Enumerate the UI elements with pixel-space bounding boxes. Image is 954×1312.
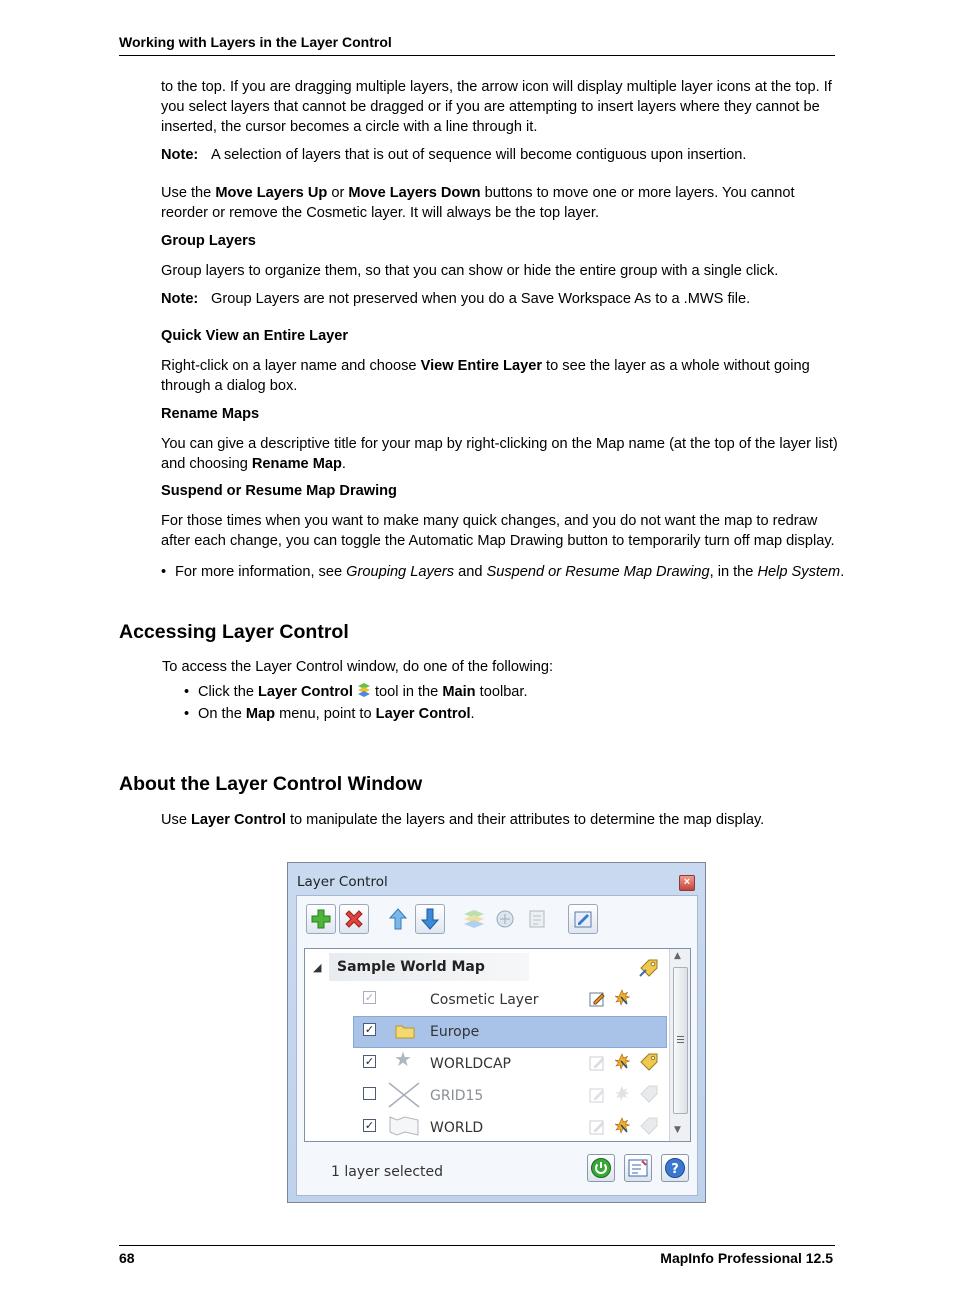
editable-pencil-icon[interactable] [589,1118,607,1140]
heading-quick-view: Quick View an Entire Layer [161,328,349,344]
paragraph-group-layers: Group layers to organize them, so that you can show or hide the entire group with a single click. [161,263,779,279]
text-run: to manipulate the layers and their attributes to determine the map display. [285,812,765,828]
layer-row-cosmetic[interactable] [305,984,667,1016]
selectable-cursor-icon[interactable] [613,1053,631,1075]
paragraph-suspend: For those times when you want to make many quick changes, and you do not want the map to redraw after each change, you can toggle the Automatic Map Drawing button to temporarily turn off map display. [161,513,835,549]
text-run: Right-click on a layer name and choose [161,358,421,374]
bullet-text [184,684,528,700]
options-list-icon [627,1157,649,1179]
layer-row-world[interactable] [305,1112,667,1142]
text-run: , in the [709,564,758,580]
expand-triangle-icon[interactable]: ◢ [313,961,322,974]
text-run: You can give a descriptive title for your map by right-clicking on the Map name (at the top of the layer list) and choosing [161,436,838,472]
bold-main: Main [442,684,476,700]
layer-row-worldcap[interactable] [305,1048,667,1080]
plus-icon [310,908,332,930]
layer-visibility-checkbox[interactable] [363,1087,376,1100]
scroll-down-icon[interactable]: ▼ [674,1125,681,1135]
bold-move-down: Move Layers Down [348,185,481,201]
window-body [296,895,698,1196]
layer-control-icon [357,682,371,698]
running-header: Working with Layers in the Layer Control [119,34,392,50]
text-run: buttons to move one or more layers. You cannot reorder or remove the Cosmetic layer. It will always be the top layer. [161,185,795,221]
bullet-mark: • [161,564,167,580]
product-name: MapInfo Professional 12.5 [660,1250,833,1266]
heading-rename-maps: Rename Maps [161,406,260,422]
bold-layer-control: Layer Control [375,706,471,722]
power-icon [590,1157,612,1179]
layer-options-button[interactable] [624,1154,652,1182]
note-label: Note: [161,291,199,307]
access-bullet-2 [184,704,864,724]
arrow-up-icon [387,907,409,931]
map-label-tag-icon[interactable] [638,957,660,983]
note-label: Note: [161,147,199,163]
heading-accessing-layer-control: Accessing Layer Control [119,621,349,643]
text-run: For more information, see [175,564,347,580]
footer-rule [119,1245,835,1246]
header-rule [119,55,835,56]
scrollbar-thumb[interactable] [673,967,688,1114]
text-run: toolbar. [475,684,528,700]
bold-layer-control: Layer Control [258,684,353,700]
line-layer-icon [388,1082,420,1112]
label-tag-icon[interactable] [639,1116,659,1140]
paragraph-drag-info: to the top. If you are dragging multiple layers, the arrow icon will display multiple layer icons at the top. If you select layers that cannot be dragged or if you are attempting to insert layers where they cannot be inserted, the cursor becomes a circle with a line through it. [161,79,832,135]
point-layer-star-icon: ★ [394,1047,412,1071]
layers-icon [462,908,486,930]
map-row[interactable] [305,951,667,983]
arrow-down-icon [419,907,441,931]
layer-row-grid15[interactable] [305,1080,667,1112]
bold-map: Map [245,706,276,722]
note-insertion [161,145,841,165]
region-layer-icon [389,1115,419,1141]
help-button[interactable] [661,1154,689,1182]
bold-view-entire-layer: View Entire Layer [420,358,542,374]
delete-x-icon [343,908,365,930]
layer-name[interactable]: GRID15 [430,1088,484,1104]
properties-icon [526,908,550,930]
text-run: tool in the [370,684,443,700]
text-run: and [454,564,487,580]
layer-name[interactable]: Europe [430,1024,480,1040]
auto-map-drawing-button[interactable] [587,1154,615,1182]
layer-name[interactable]: WORLDCAP [430,1056,511,1072]
more-info-text [161,564,844,580]
text-run: or [327,185,349,201]
layer-control-window [287,862,706,1203]
window-title: Layer Control [297,874,388,890]
link-help-system: Help System [757,564,841,580]
vertical-scrollbar[interactable] [669,949,690,1141]
layer-row-europe[interactable] [305,1016,667,1048]
move-layers-down-button[interactable] [415,904,445,934]
remove-layer-button[interactable] [339,904,369,934]
paragraph-move-layers [161,183,841,223]
layer-name[interactable]: Cosmetic Layer [430,992,539,1008]
group-folder-icon [395,1022,415,1044]
map-name[interactable]: Sample World Map [337,959,485,975]
text-run: Click the [198,684,259,700]
layer-name[interactable]: WORLD [430,1120,484,1136]
bold-rename-map: Rename Map [251,456,342,472]
editable-pencil-icon[interactable] [589,990,607,1012]
paragraph-quick-view [161,356,841,396]
link-suspend-resume: Suspend or Resume Map Drawing [486,564,710,580]
text-run: . [470,706,475,722]
text-run: Use [161,812,192,828]
layer-visibility-checkbox[interactable]: ✓ [364,991,375,1004]
bullet-mark: • [184,706,190,722]
layer-properties-button[interactable] [523,904,553,934]
selectable-cursor-icon[interactable] [613,1085,631,1107]
bullet-text [184,706,475,722]
access-bullet-1 [184,682,864,702]
move-layers-up-button[interactable] [383,904,413,934]
text-run: Use the [161,185,216,201]
link-grouping-layers: Grouping Layers [346,564,455,580]
heading-group-layers: Group Layers [161,233,256,249]
paragraph-access-intro: To access the Layer Control window, do one of the following: [162,659,554,675]
svg-text:?: ? [671,1162,679,1177]
note-text: A selection of layers that is out of sequence will become contiguous upon insertion. [211,147,747,163]
selectable-cursor-icon[interactable] [613,1117,631,1139]
editable-pencil-icon[interactable] [589,1054,607,1076]
heading-about-window: About the Layer Control Window [119,773,423,795]
close-icon[interactable]: × [679,875,695,891]
text-run: . [341,456,346,472]
editable-pencil-icon[interactable] [589,1086,607,1108]
help-icon [664,1157,686,1179]
layer-visibility-checkbox[interactable]: ✓ [364,1055,375,1068]
thumb-grip-icon [677,1036,684,1037]
note-text: Group Layers are not preserved when you do a Save Workspace As to a .MWS file. [211,291,751,307]
add-layer-button[interactable] [306,904,336,934]
text-run: menu, point to [275,706,376,722]
text-run: to see the layer as a whole without going through a dialog box. [161,358,810,394]
heading-suspend: Suspend or Resume Map Drawing [161,483,397,499]
bold-layer-control: Layer Control [191,812,286,828]
view-entire-layer-button[interactable] [491,904,521,934]
layer-visibility-checkbox[interactable]: ✓ [364,1119,375,1132]
edit-map-icon [572,908,594,930]
bullet-mark: • [184,684,190,700]
page-number: 68 [119,1250,135,1266]
text-run: On the [198,706,246,722]
scroll-up-icon[interactable]: ▲ [674,951,681,961]
label-tag-icon[interactable] [639,1052,659,1076]
group-layers-button[interactable] [459,904,489,934]
zoom-layer-icon [494,908,518,930]
paragraph-about [161,810,841,830]
text-run: . [840,564,845,580]
edit-layer-button[interactable] [568,904,598,934]
label-tag-icon[interactable] [639,1084,659,1108]
selectable-cursor-icon[interactable] [613,989,631,1011]
layer-visibility-checkbox[interactable]: ✓ [364,1023,375,1036]
more-info-bullet [161,562,851,582]
status-text: 1 layer selected [331,1164,444,1180]
bold-move-up: Move Layers Up [215,185,328,201]
paragraph-rename-maps [161,434,841,474]
note-group-layers [161,289,841,309]
layer-tree[interactable] [304,948,691,1142]
